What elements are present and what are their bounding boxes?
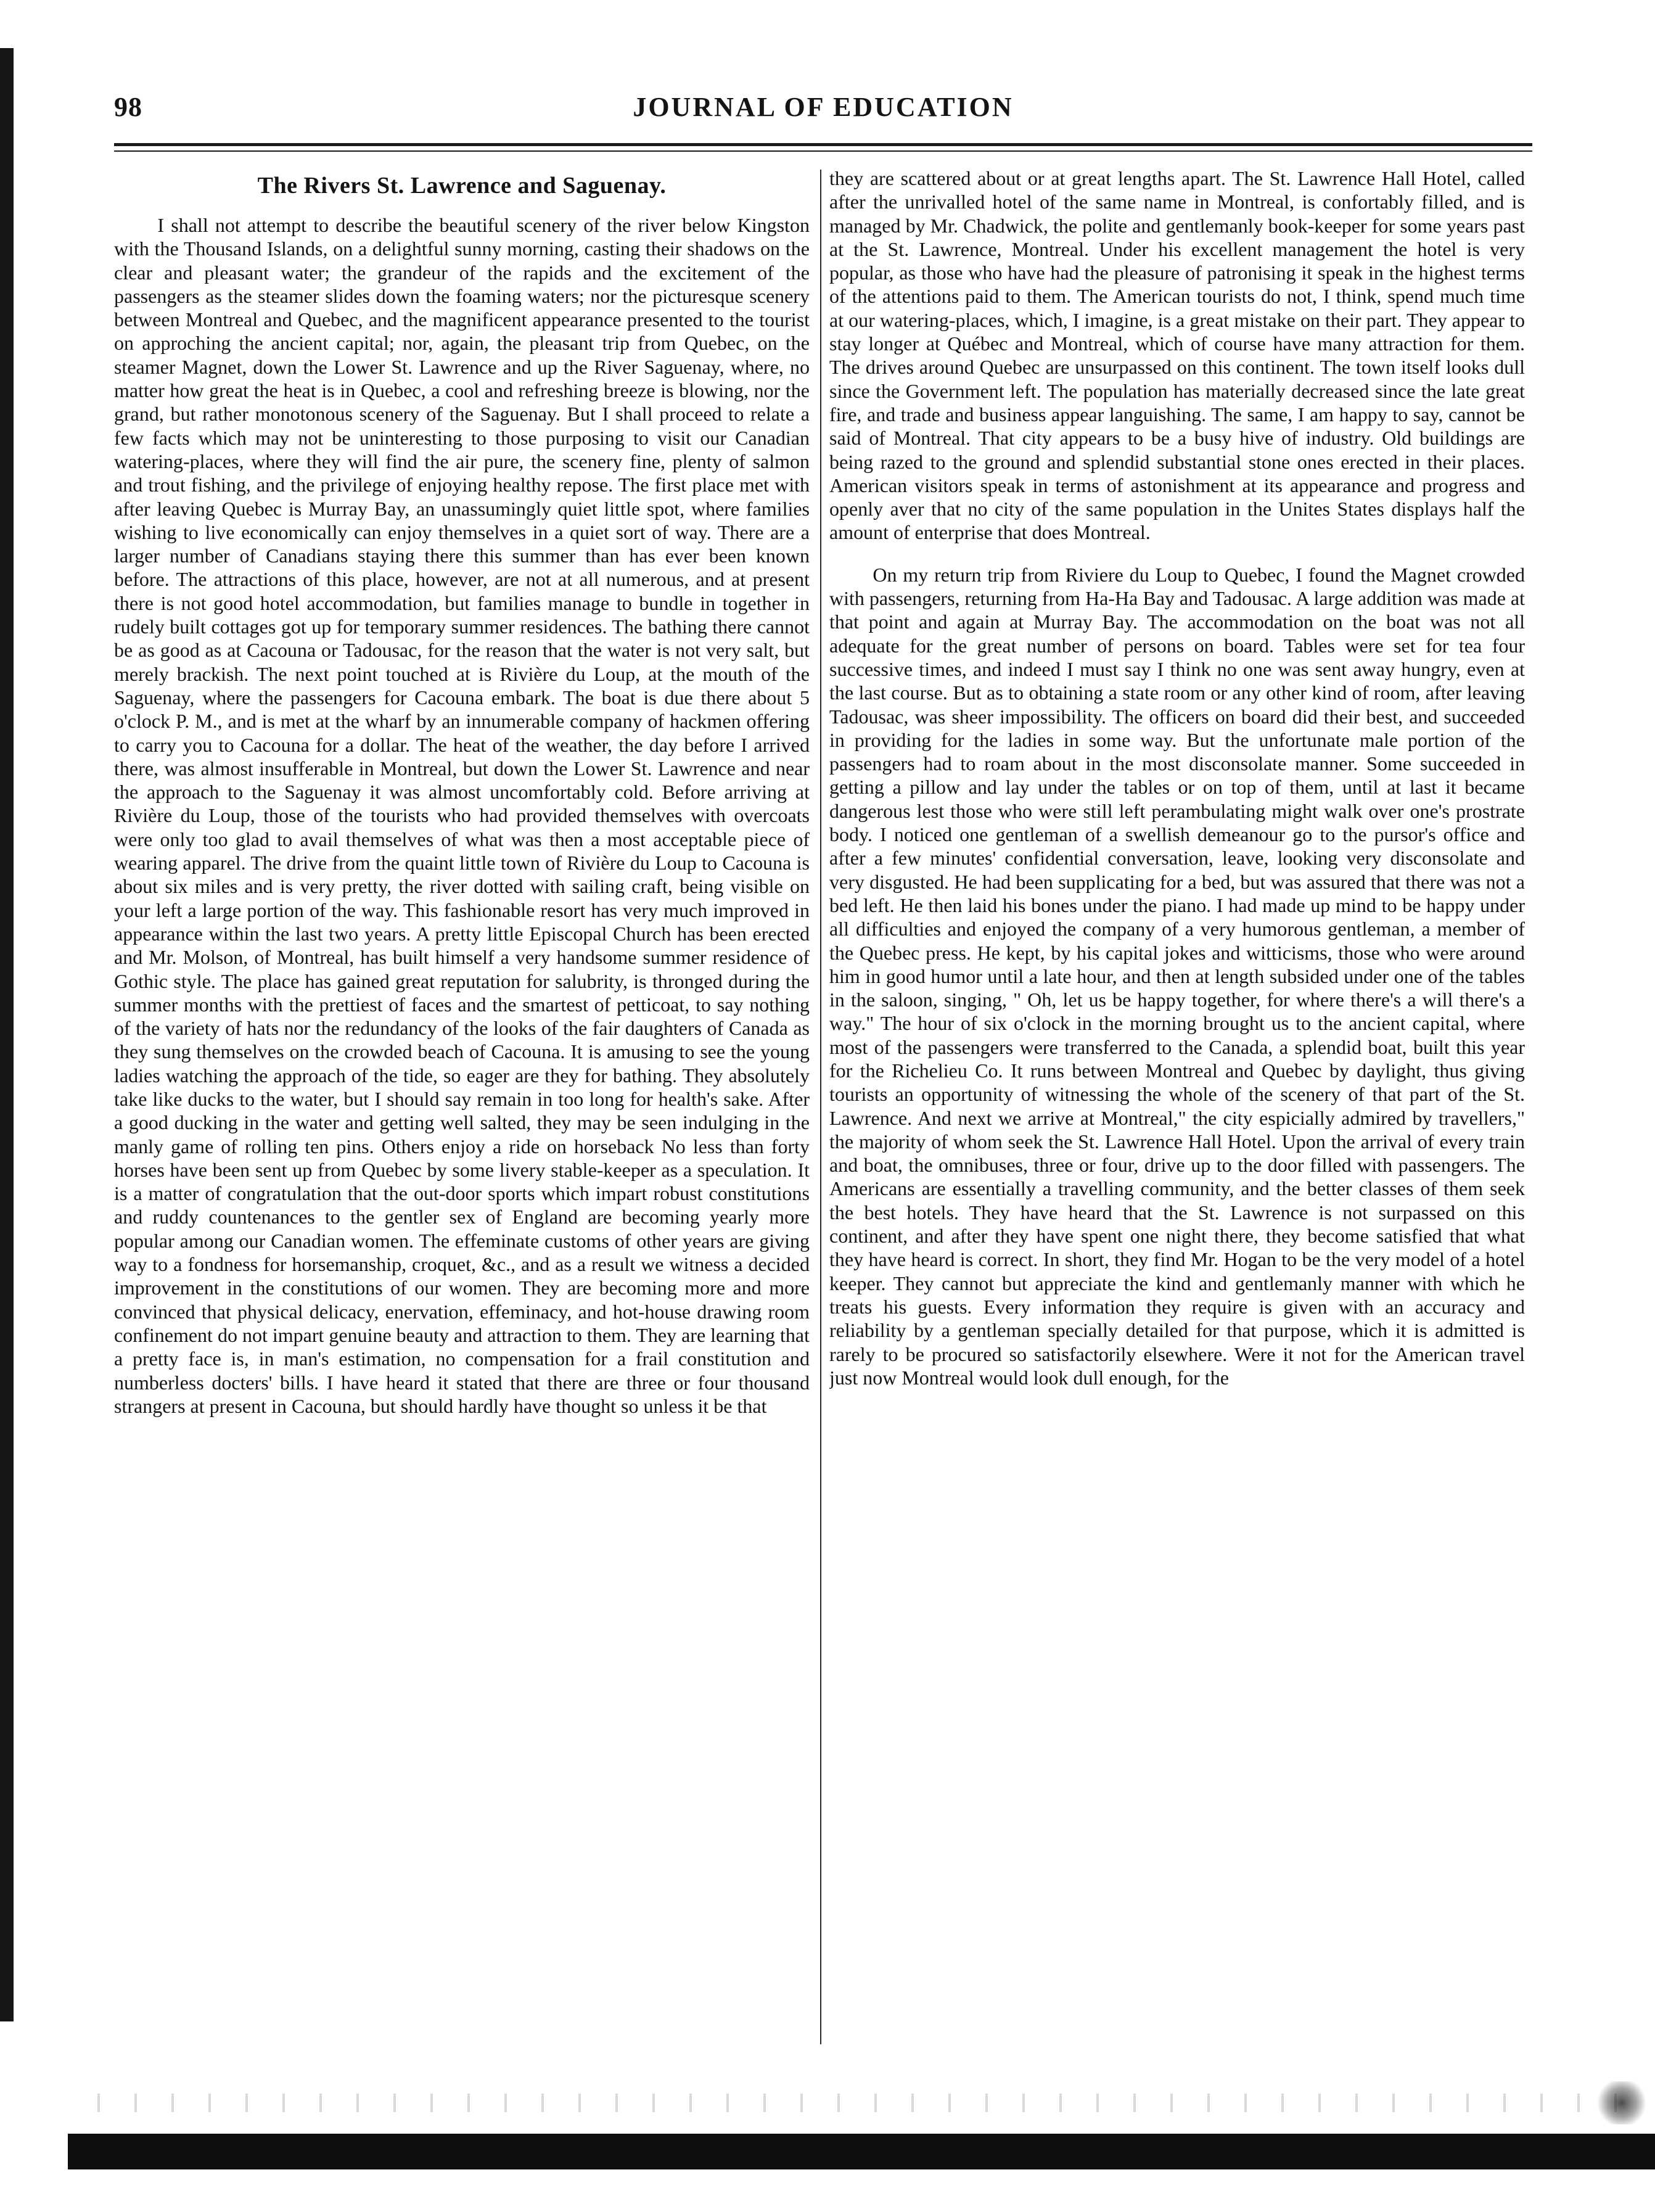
header-rule [114,143,1532,146]
left-column [114,167,810,2047]
page-number: 98 [114,92,142,122]
header-rule-thin [114,150,1532,152]
scan-noise [86,2094,1628,2112]
scan-bottom-bar [68,2134,1655,2169]
article-title: The Rivers St. Lawrence and Saguenay. [257,173,667,199]
right-column [829,167,1525,2047]
article-paragraph: On my return trip from Riviere du Loup to Quebec, I found the Magnet crowded with passengers, returning from Ha-Ha Bay and Tadousac. A large addition was made at that point and again at Murray Bay. The accommodation on the boat was not all adequate for the great number of persons on board. Tables were set for tea four successive times, and indeed I must say I think no one was sent away hungry, even at the last course. But as to obtaining a state room or any other kind of room, after leaving Tadousac, was sheer impossibility. The officers on board did their best, and succeeded in providing for the ladies in some way. But the unfortunate male portion of the passengers had to roam about in the most disconsolate manner. Some succeeded in getting a pillow and lay under the tables or on top of them, until at last it became dangerous lest those who were still left perambulating might walk over one's prostrate body. I noticed one gentleman of a swellish demeanour go to the pursor's office and after a few minutes' confidential conversation, leave, looking very disconsolate and very disgusted. He had been supplicating for a bed, but was assured that there was not a bed left. He then laid his bones under the piano. I had made up mind to be happy under all difficulties and enjoyed the company of a very humorous gentleman, a member of the Quebec press. He kept, by his capital jokes and witticisms, those who were around him in good humor until a late hour, and then at length subsided under one of the tables in the saloon, singing, " Oh, let us be happy together, for where there's a will there's a way." The hour of six o'clock in the morning brought us to the ancient capital, where most of the passengers were transferred to the Canada, a splendid boat, built this year for the Richelieu Co. It runs between Montreal and Quebec by daylight, thus giving tourists an opportunity of witnessing the whole of the scenery of that part of the St. Lawrence. And next we arrive at Montreal," the city espicially admired by travellers," the majority of whom seek the St. Lawrence Hall Hotel. Upon the arrival of every train and boat, the omnibuses, three or four, drive up to the door filled with passengers. The Americans are essentially a travelling community, and the better classes of them seek the best hotels. They have heard that the St. Lawrence is not surpassed on this continent, and after they have spent one night there, they become satisfied that what they have heard is correct. In short, they find Mr. Hogan to be the very model of a hotel keeper. They cannot but appreciate the kind and gentlemanly manner with which he treats his guests. Every information they require is given with an accuracy and reliability by a gentleman specially detailed for that purpose, which it is admitted is rarely to be procured so satisfactorily elsewhere. Were it not for the American travel just now Montreal would look dull enough, for the [829,563,1525,1389]
scan-edge-bar [0,48,14,2021]
scan-smudge [1597,2081,1646,2124]
page-header [114,91,1532,128]
journal-title: JOURNAL OF EDUCATION [633,92,1014,122]
article-paragraph-continued: they are scattered about or at great lengths apart. The St. Lawrence Hall Hotel, called after the unrivalled hotel of the same name in Montreal, is confortably filled, and is managed by Mr. Chadwick, the polite and gentlemanly book-keeper for some years past at the St. Lawrence, Montreal. Under his excellent management the hotel is very popular, as those who have had the pleasure of patronising it speak in the highest terms of the attentions paid to them. The American tourists do not, I think, spend much time at our watering-places, which, I imagine, is a great mistake on their part. They appear to stay longer at Québec and Montreal, which of course have many attraction for them. The drives around Quebec are unsurpassed on this continent. The town itself looks dull since the Government left. The population has materially decreased since the late great fire, and trade and business appear languishing. The same, I am happy to say, cannot be said of Montreal. That city appears to be a busy hive of industry. Old buildings are being razed to the ground and splendid substantial stone ones erected in their places. American visitors speak in terms of astonishment at its appearance and progress and openly aver that no city of the same population in the Unites States displays half the amount of enterprise that does Montreal. [829,167,1525,544]
column-divider [820,170,821,2044]
article-paragraph: I shall not attempt to describe the beautiful scenery of the river below Kingston with the Thousand Islands, on a delightful sunny morning, casting their shadows on the clear and pleasant water; the grandeur of the rapids and the excitement of the passengers as the steamer slides down the foaming waters; nor the picturesque scenery between Montreal and Quebec, and the magnificent appearance presented to the tourist on approching the ancient capital; nor, again, the pleasant trip from Quebec, on the steamer Magnet, down the Lower St. Lawrence and up the River Saguenay, where, no matter how great the heat is in Quebec, a cool and refreshing breeze is blowing, nor the grand, but rather monotonous scenery of the Saguenay. But I shall proceed to relate a few facts which may not be uninteresting to those purposing to visit our Canadian watering-places, where they will find the air pure, the scenery fine, plenty of salmon and trout fishing, and the privilege of enjoying healthy repose. The first place met with after leaving Quebec is Murray Bay, an unassumingly quiet little spot, where families wishing to live economically can enjoy themselves in a quiet sort of way. There are a larger number of Canadians staying there this summer than has ever been known before. The attractions of this place, however, are not at all numerous, and at present there is not good hotel accommodation, but families manage to bundle in together in rudely built cottages got up for temporary summer residences. The bathing there cannot be as good as at Cacouna or Tadousac, for the reason that the water is not very salt, but merely brackish. The next point touched at is Rivière du Loup, at the mouth of the Saguenay, where the passengers for Cacouna embark. The boat is due there about 5 o'clock P. M., and is met at the wharf by an innumerable company of hackmen offering to carry you to Cacouna for a dollar. The heat of the weather, the day before I arrived there, was almost insufferable in Montreal, but down the Lower St. Lawrence and near the approach to the Saguenay it was almost uncomfortably cold. Before arriving at Rivière du Loup, those of the tourists who had provided themselves with overcoats were only too glad to avail themselves of what was then a most acceptable piece of wearing apparel. The drive from the quaint little town of Rivière du Loup to Cacouna is about six miles and is very pretty, the river dotted with sailing craft, being visible on your left a large portion of the way. This fashionable resort has very much improved in appearance within the last two years. A pretty little Episcopal Church has been erected and Mr. Molson, of Montreal, has built himself a very handsome summer residence of Gothic style. The place has gained great reputation for salubrity, is thronged during the summer months with the prettiest of faces and the smartest of petticoat, to say nothing of the variety of hats nor the redundancy of the looks of the fair daughters of Canada as they sung themselves on the crowded beach of Cacouna. It is amusing to see the young ladies watching the approach of the tide, so eager are they for bathing. They absolutely take like ducks to the water, but I should say remain in too long for health's sake. After a good ducking in the water and getting well salted, they may be seen indulging in the manly game of rolling ten pins. Others enjoy a ride on horseback No less than forty horses have been sent up from Quebec by some livery stable-keeper as a speculation. It is a matter of congratulation that the out-door sports which impart robust constitutions and ruddy countenances to the gentler sex of England are becoming yearly more popular among our Canadian women. The effeminate customs of other years are giving way to a fondness for horsemanship, croquet, &c., and as a result we witness a decided improvement in the constitutions of our women. They are becoming more and more convinced that physical delicacy, enervation, effeminacy, and hot-house drawing room confinement do not impart genuine beauty and attraction to them. They are learning that a pretty face is, in man's estimation, no compensation for a frail constitution and numberless docters' bills. I have heard it stated that there are three or four thousand strangers at present in Cacouna, but should hardly have thought so unless it be that [114,214,810,1417]
